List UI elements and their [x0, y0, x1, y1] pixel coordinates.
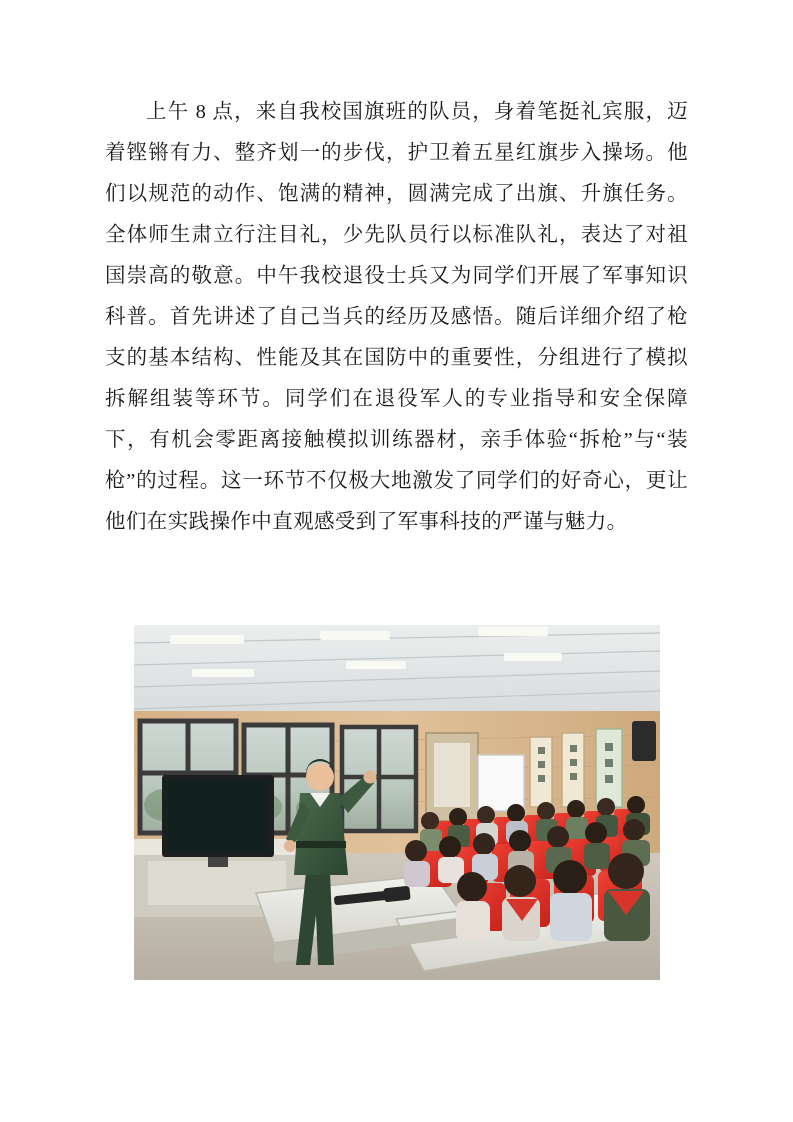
- document-body: [105, 92, 688, 543]
- figure-container: [134, 625, 660, 980]
- lecture-hall-photo: [134, 625, 660, 980]
- body-paragraph: 上午 8 点，来自我校国旗班的队员，身着笔挺礼宾服，迈着铿锵有力、整齐划一的步伐，护卫着五星红旗步入操场。他们以规范的动作、饱满的精神，圆满完成了出旗、升旗任务。全体师生肃立行注目礼，少先队员行以标准队礼，表达了对祖国崇高的敬意。中午我校退役士兵又为同学们开展了军事知识科普。首先讲述了自己当兵的经历及感悟。随后详细介绍了枪支的基本结构、性能及其在国防中的重要性，分组进行了模拟拆解组装等环节。同学们在退役军人的专业指导和安全保障下，有机会零距离接触模拟训练器材，亲手体验“拆枪”与“装枪”的过程。这一环节不仅极大地激发了同学们的好奇心，更让他们在实践操作中直观感受到了军事科技的严谨与魅力。: [105, 101, 688, 533]
